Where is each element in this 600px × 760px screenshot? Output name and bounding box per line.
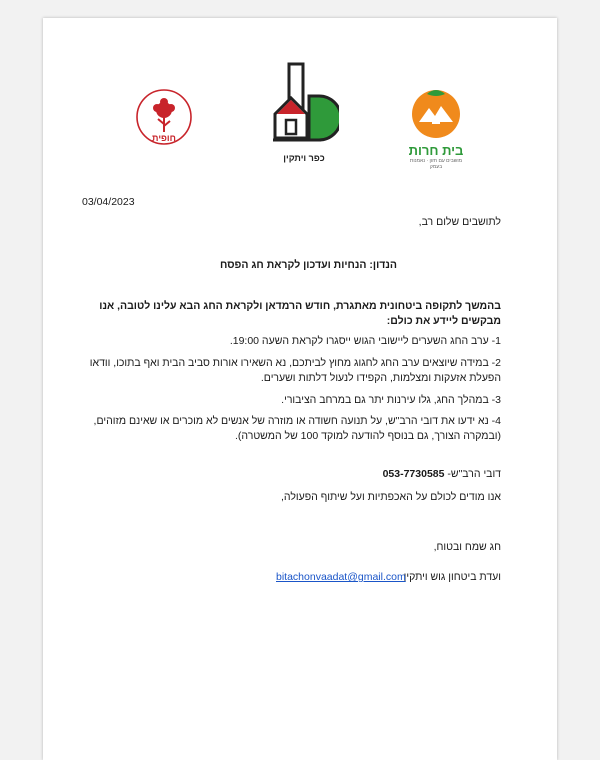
- thanks-line: אנו מודים לכולם על האכפתיות ועל שיתוף הפעולה,: [280, 491, 501, 503]
- signature: ועדת ביטחון גוש ויתקין: [403, 571, 501, 583]
- beit-herut-logo: [405, 84, 467, 170]
- subject-line: הנדון: הנחיות ועדכון לקראת חג הפסח: [219, 259, 397, 271]
- kfar-vitkin-logo: [269, 62, 339, 162]
- intro-paragraph: בהמשך לתקופה ביטחונית מאתגרת, חודש הרמדאן ולקראת החג הבא עלינו לטובה, אנו מבקשים ליידע את כולם:: [99, 300, 501, 327]
- contact-line: [201, 467, 501, 482]
- instruction-item-4: 4- נא ידעו את דובי הרב"ש, על תנועה חשודה או מוזרה של אנשים לא מוכרים או שאינם מזוהים, (ובמקרה הצורך, גם בנוסף להודעה למוקד 100 של המשטרה).: [93, 415, 501, 442]
- instruction-item-1: 1- ערב החג השערים ליישובי הגוש ייסגרו לקראת השעה 19:00.: [229, 335, 501, 347]
- kfar-vitkin-emblem: [269, 62, 339, 144]
- contact-label: דובי הרב"ש-: [447, 468, 501, 480]
- hofit-logo-label: חופית: [152, 133, 176, 143]
- greeting: לתושבים שלום רב,: [418, 216, 501, 228]
- contact-phone: 053-7730585: [382, 468, 445, 480]
- letter-date: 03/04/2023: [82, 196, 135, 208]
- beit-herut-subtitle: מושבים עם חזון · נאמנות בעמק: [409, 158, 463, 170]
- beit-herut-title: בית חרות: [408, 143, 464, 158]
- instruction-item-2: 2- במידה שיוצאים ערב החג לחגוג מחוץ לביתכם, נא השאירו אורות סביב הבית ואף בתוכו, וודאו הפעלת אזעקות ומצלמות, הקפידו לנעול דלתות ושערים.: [89, 357, 501, 384]
- kfar-vitkin-label: כפר ויתקין: [283, 153, 325, 163]
- instruction-item-3: 3- במהלך החג, גלו עירנות יתר גם במרחב הציבורי.: [281, 394, 501, 406]
- letter-page: [43, 18, 557, 760]
- hofit-logo: [135, 88, 193, 162]
- beit-herut-emblem: [405, 84, 467, 140]
- closing-line: חג שמח ובטוח,: [433, 541, 501, 553]
- email-link[interactable]: bitachonvaadat@gmail.com: [276, 571, 406, 583]
